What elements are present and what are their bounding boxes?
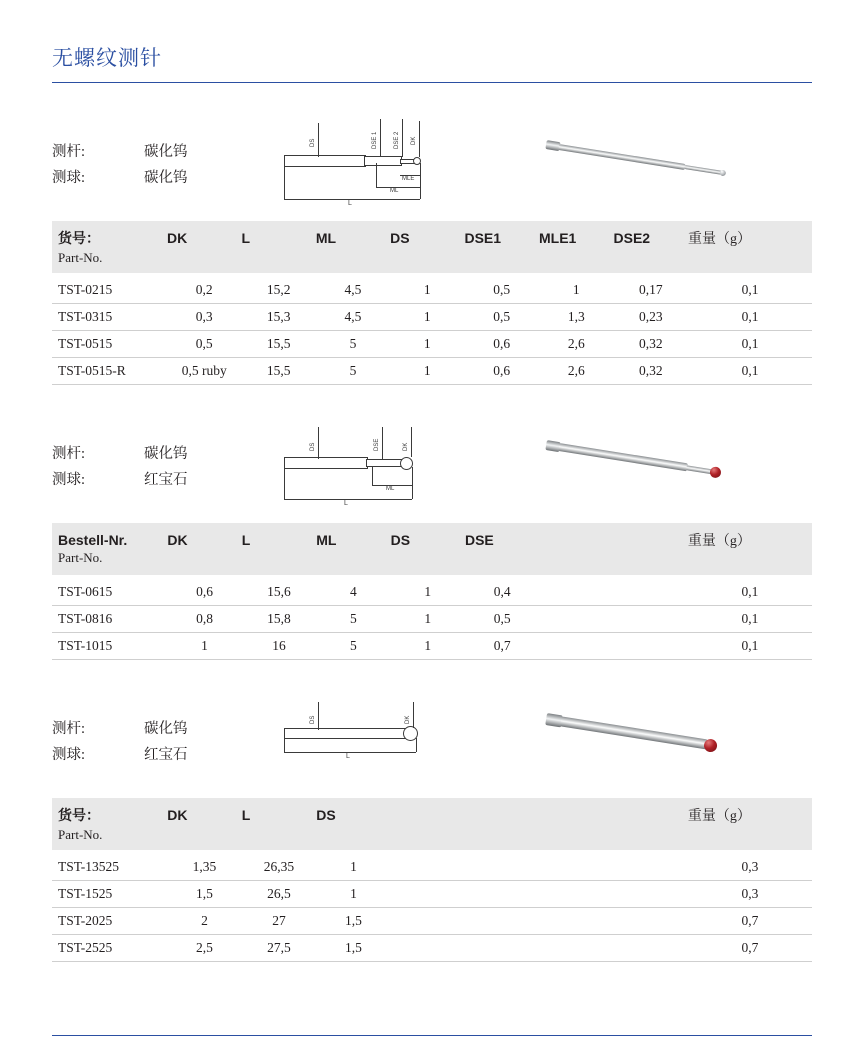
table-row <box>52 579 812 606</box>
cell-l: 27 <box>242 908 317 935</box>
block-1-materials <box>52 117 272 191</box>
header-col-empty-2 <box>465 798 539 850</box>
dim-line-l <box>284 499 412 500</box>
header-label: 重量（g） <box>687 534 751 549</box>
stylus-taper <box>684 164 722 174</box>
header-col-ml <box>316 221 390 273</box>
spec-table-1-body <box>52 273 812 385</box>
header-label: ML <box>315 230 337 246</box>
header-label: DK <box>167 532 188 548</box>
dim-line-l <box>284 199 420 200</box>
header-part-no-main: 货号： <box>58 807 100 823</box>
header-col-ds <box>390 221 464 273</box>
dim-ext-l-right <box>420 167 421 199</box>
cell-dse1: 0,5 <box>464 277 539 304</box>
header-col-ml <box>316 523 390 575</box>
header-label: MLE1 <box>538 230 577 246</box>
cell-dse: 0,4 <box>465 579 539 606</box>
dim-line-l <box>284 752 416 753</box>
cell-l: 16 <box>242 633 316 660</box>
spec-table-2-head <box>52 523 812 575</box>
cell-empty <box>614 606 688 633</box>
table-row <box>52 935 812 962</box>
dim-ext-ml-left <box>376 163 377 187</box>
header-label: DK <box>167 230 188 246</box>
header-label: DSE1 <box>464 230 502 246</box>
cell-weight: 0,1 <box>688 633 812 660</box>
cell-weight: 0,1 <box>688 304 812 331</box>
material-row <box>52 467 272 493</box>
cell-weight: 0,7 <box>688 908 812 935</box>
cell-empty <box>539 881 613 908</box>
dim-label-ml: ML <box>386 486 395 492</box>
page-title: 无螺纹测针 <box>52 47 162 70</box>
cell-weight: 0,1 <box>688 277 812 304</box>
dim-label-mle: MLE <box>402 176 415 182</box>
header-col-empty-2 <box>614 523 688 575</box>
block-2-top <box>52 419 812 515</box>
cell-part-no: TST-0215 <box>52 277 167 304</box>
dim-line-dk <box>411 427 412 457</box>
technical-drawing-3 <box>272 694 522 790</box>
table-row <box>52 331 812 358</box>
material-label: 测杆: <box>52 721 86 737</box>
material-value: 碳化钨 <box>144 446 188 462</box>
material-value: 红宝石 <box>144 747 188 763</box>
header-part-no <box>52 798 167 850</box>
header-part-no <box>52 523 167 575</box>
table-row <box>52 881 812 908</box>
header-col-empty-4 <box>614 798 688 850</box>
dim-line-dse1 <box>380 119 381 157</box>
cell-ml: 5 <box>316 633 390 660</box>
header-label: DSE <box>464 532 494 548</box>
cell-part-no: TST-2025 <box>52 908 167 935</box>
material-value: 红宝石 <box>144 472 188 488</box>
dim-line-ds <box>318 427 319 459</box>
table-header-row <box>52 798 812 850</box>
header-part-no <box>52 221 167 273</box>
cell-dk: 0,5 ruby <box>167 358 241 385</box>
dim-label-ds: DS <box>310 442 316 451</box>
table-row <box>52 606 812 633</box>
dim-line-dk <box>419 121 420 157</box>
header-label: DS <box>390 230 410 246</box>
cell-mle1: 1,3 <box>539 304 614 331</box>
cell-dse1: 0,6 <box>464 358 539 385</box>
cell-ds: 1,5 <box>316 908 390 935</box>
header-part-no-sub: Part-No. <box>58 550 103 565</box>
cell-empty <box>391 908 465 935</box>
cell-empty <box>465 881 539 908</box>
header-label: L <box>241 532 251 548</box>
cell-part-no: TST-0515-R <box>52 358 167 385</box>
cell-part-no: TST-2525 <box>52 935 167 962</box>
cell-dse1: 0,6 <box>464 331 539 358</box>
table-row <box>52 854 812 881</box>
cell-part-no: TST-1015 <box>52 633 167 660</box>
cell-dk: 1,35 <box>167 854 241 881</box>
header-col-dk <box>167 221 241 273</box>
header-col-ds <box>316 798 390 850</box>
header-col-l <box>242 798 317 850</box>
spec-table-2-body <box>52 575 812 660</box>
cell-dse: 0,7 <box>465 633 539 660</box>
stylus-render <box>544 708 745 763</box>
header-col-weight <box>688 523 812 575</box>
cell-ds: 1 <box>316 881 390 908</box>
spec-table-1-head <box>52 221 812 273</box>
material-row <box>52 165 272 191</box>
header-label: ML <box>316 532 337 548</box>
material-label: 测球: <box>52 170 86 186</box>
title-divider <box>52 82 812 83</box>
cell-ml: 4,5 <box>316 277 390 304</box>
cell-dse2: 0,23 <box>614 304 689 331</box>
material-label: 测杆: <box>52 446 86 462</box>
dim-label-l: L <box>346 753 350 760</box>
block-3-top <box>52 694 812 790</box>
header-col-empty-3 <box>539 798 613 850</box>
stylus-tip-ball <box>709 466 722 479</box>
header-label: DS <box>390 532 411 548</box>
cell-ml: 5 <box>316 358 390 385</box>
cell-mle1: 2,6 <box>539 331 614 358</box>
table-row <box>52 633 812 660</box>
cell-ml: 4,5 <box>316 304 390 331</box>
cell-dk: 0,8 <box>167 606 241 633</box>
cell-ds: 1 <box>390 304 464 331</box>
cell-empty <box>539 908 613 935</box>
header-part-no-main: 货号： <box>58 230 100 246</box>
table-row <box>52 304 812 331</box>
header-col-dse1 <box>464 221 539 273</box>
product-photo-1 <box>522 117 812 213</box>
header-col-ds <box>391 523 465 575</box>
technical-drawing-1 <box>272 117 522 213</box>
header-col-dse2 <box>614 221 689 273</box>
cell-empty <box>539 606 613 633</box>
dim-ext-ml-left <box>372 467 373 485</box>
header-label: DS <box>316 807 336 823</box>
spec-table-2 <box>52 523 812 660</box>
material-value: 碳化钨 <box>144 144 188 160</box>
product-block-3 <box>52 694 812 962</box>
cell-weight: 0,3 <box>688 854 812 881</box>
spec-table-3 <box>52 798 812 962</box>
cell-ds: 1 <box>390 331 464 358</box>
cell-dk: 0,5 <box>167 331 241 358</box>
dim-label-ds: DS <box>310 138 316 147</box>
header-col-weight <box>688 221 812 273</box>
header-label: DSE2 <box>613 230 651 246</box>
stylus-shaft <box>558 144 685 170</box>
cell-mle1: 2,6 <box>539 358 614 385</box>
cell-ds: 1,5 <box>316 935 390 962</box>
cell-l: 15,5 <box>241 358 315 385</box>
dim-ext-l-left <box>284 738 285 752</box>
product-photo-3 <box>522 694 812 790</box>
material-row <box>52 441 272 467</box>
material-label: 测球: <box>52 747 86 763</box>
footer-divider <box>52 1035 812 1036</box>
spec-table-3-body <box>52 850 812 962</box>
dim-line-dk <box>413 702 414 728</box>
dim-label-dse1: DSE 1 <box>372 131 378 149</box>
material-row <box>52 742 272 768</box>
cell-ds: 1 <box>391 579 465 606</box>
cell-ml: 5 <box>316 606 390 633</box>
cell-weight: 0,1 <box>688 606 812 633</box>
product-block-1 <box>52 117 812 385</box>
stylus-tip-ball <box>719 169 726 176</box>
cell-part-no: TST-0615 <box>52 579 167 606</box>
cell-ds: 1 <box>391 606 465 633</box>
technical-drawing-2 <box>272 419 522 515</box>
header-label: L <box>241 230 250 246</box>
cell-l: 26,35 <box>242 854 317 881</box>
cell-empty <box>614 854 688 881</box>
dim-line-ds <box>318 702 319 730</box>
cell-l: 15,3 <box>241 304 315 331</box>
cell-ds: 1 <box>390 277 464 304</box>
cell-empty <box>614 908 688 935</box>
cell-empty <box>465 854 539 881</box>
product-photo-2 <box>522 419 812 515</box>
stylus-shaft <box>558 443 688 471</box>
dim-label-dse: DSE <box>374 438 380 451</box>
dim-line-dse <box>382 427 383 459</box>
spec-table-1 <box>52 221 812 385</box>
cell-empty <box>465 935 539 962</box>
dim-line-ds <box>318 123 319 157</box>
cell-ml: 5 <box>316 331 390 358</box>
cell-dse2: 0,17 <box>614 277 689 304</box>
cell-l: 15,6 <box>242 579 316 606</box>
material-label: 测球: <box>52 472 86 488</box>
cell-dk: 1,5 <box>167 881 241 908</box>
dim-label-dk: DK <box>405 715 411 724</box>
cell-dse2: 0,32 <box>614 358 689 385</box>
cell-ds: 1 <box>316 854 390 881</box>
cell-empty <box>614 579 688 606</box>
block-1-top <box>52 117 812 213</box>
cell-weight: 0,3 <box>688 881 812 908</box>
header-col-dse <box>465 523 539 575</box>
cell-empty <box>539 935 613 962</box>
dim-label-l: L <box>344 500 348 507</box>
dim-label-dk: DK <box>411 136 417 145</box>
header-part-no-sub: Part-No. <box>58 250 103 265</box>
table-row <box>52 277 812 304</box>
drawing-taper <box>366 459 404 467</box>
cell-weight: 0,1 <box>688 331 812 358</box>
header-part-no-sub: Part-No. <box>58 827 103 842</box>
header-col-l <box>242 523 316 575</box>
drawing-shaft <box>284 155 366 167</box>
drawing-shaft <box>284 728 408 739</box>
cell-dk: 1 <box>167 633 241 660</box>
header-col-dk <box>167 523 241 575</box>
header-label: DK <box>167 807 188 823</box>
cell-dk: 0,6 <box>167 579 241 606</box>
cell-l: 26,5 <box>242 881 317 908</box>
cell-empty <box>391 854 465 881</box>
cell-empty <box>539 579 613 606</box>
material-row <box>52 716 272 742</box>
header-label: 重量（g） <box>688 232 752 247</box>
cell-dk: 0,3 <box>167 304 241 331</box>
cell-part-no: TST-0315 <box>52 304 167 331</box>
cell-dse2: 0,32 <box>614 331 689 358</box>
table-header-row <box>52 221 812 273</box>
spec-table-3-head <box>52 798 812 850</box>
dim-ext-l-right <box>416 738 417 752</box>
cell-l: 15,8 <box>242 606 316 633</box>
cell-weight: 0,1 <box>688 579 812 606</box>
cell-empty <box>539 854 613 881</box>
header-part-no-main: Bestell-Nr. <box>58 532 128 548</box>
table-row <box>52 908 812 935</box>
cell-empty <box>614 935 688 962</box>
header-label: L <box>241 807 251 823</box>
cell-empty <box>614 633 688 660</box>
block-2-materials <box>52 419 272 493</box>
cell-empty <box>539 633 613 660</box>
stylus-render <box>544 435 745 488</box>
cell-l: 27,5 <box>242 935 317 962</box>
material-value: 碳化钨 <box>144 170 188 186</box>
drawing-taper <box>364 156 402 166</box>
drawing-shaft <box>284 457 368 469</box>
header-col-mle1 <box>539 221 614 273</box>
cell-part-no: TST-0816 <box>52 606 167 633</box>
cell-empty <box>391 935 465 962</box>
dim-label-l: L <box>348 200 352 207</box>
header-col-empty-1 <box>391 798 465 850</box>
dim-ext-l-right <box>412 469 413 499</box>
dim-label-ds: DS <box>310 715 316 724</box>
table-header-row <box>52 523 812 575</box>
cell-empty <box>465 908 539 935</box>
cell-l: 15,5 <box>241 331 315 358</box>
cell-l: 15,2 <box>241 277 315 304</box>
cell-dk: 2,5 <box>167 935 241 962</box>
header-col-empty-1 <box>539 523 613 575</box>
header-label: 重量（g） <box>687 809 751 824</box>
stylus-shaft <box>560 716 708 749</box>
dim-ext-l-left <box>284 167 285 199</box>
material-row <box>52 139 272 165</box>
header-col-dk <box>167 798 241 850</box>
cell-empty <box>391 881 465 908</box>
cell-weight: 0,1 <box>688 358 812 385</box>
block-3-materials <box>52 694 272 768</box>
cell-dse: 0,5 <box>465 606 539 633</box>
cell-part-no: TST-0515 <box>52 331 167 358</box>
product-block-2 <box>52 419 812 660</box>
cell-ml: 4 <box>316 579 390 606</box>
cell-dk: 0,2 <box>167 277 241 304</box>
dim-label-ml: ML <box>390 188 399 194</box>
dim-label-dse2: DSE 2 <box>394 131 400 149</box>
cell-ds: 1 <box>391 633 465 660</box>
cell-ds: 1 <box>390 358 464 385</box>
cell-empty <box>614 881 688 908</box>
dim-label-dk: DK <box>403 442 409 451</box>
stylus-tip-ball <box>703 738 718 753</box>
cell-dk: 2 <box>167 908 241 935</box>
cell-part-no: TST-1525 <box>52 881 167 908</box>
table-row <box>52 358 812 385</box>
material-label: 测杆: <box>52 144 86 160</box>
header-col-weight <box>688 798 812 850</box>
dim-ext-l-left <box>284 469 285 499</box>
dim-line-dse2 <box>402 119 403 157</box>
cell-part-no: TST-13525 <box>52 854 167 881</box>
cell-dse1: 0,5 <box>464 304 539 331</box>
header-col-l <box>241 221 315 273</box>
stylus-render <box>544 135 745 186</box>
cell-weight: 0,7 <box>688 935 812 962</box>
material-value: 碳化钨 <box>144 721 188 737</box>
cell-mle1: 1 <box>539 277 614 304</box>
